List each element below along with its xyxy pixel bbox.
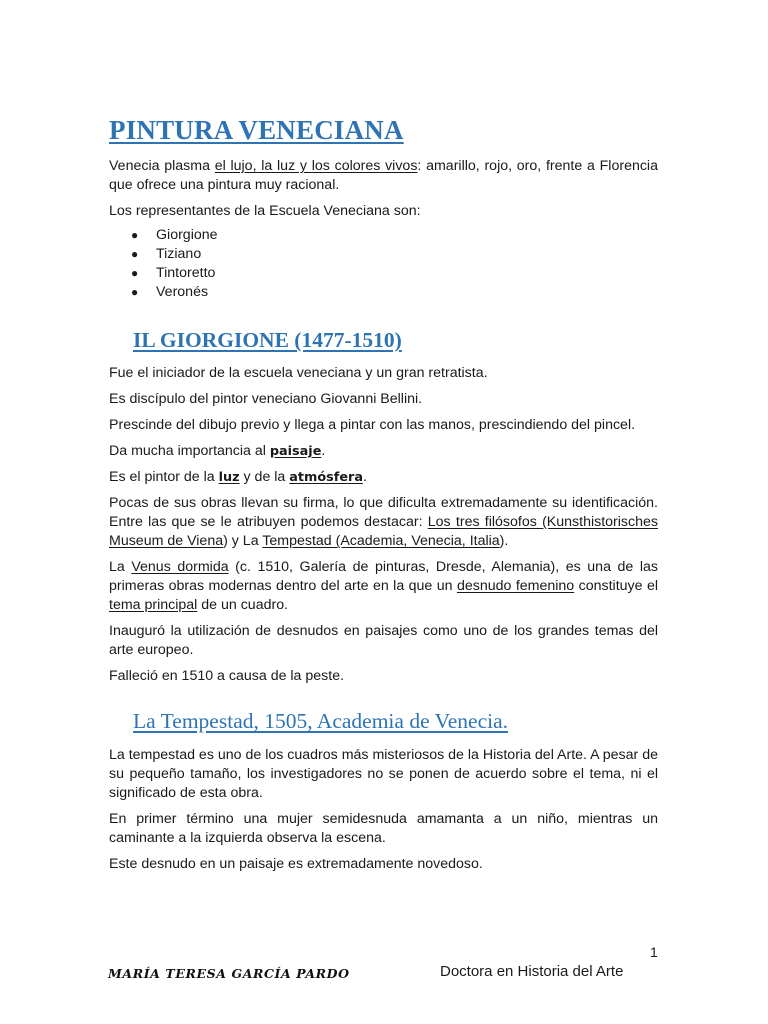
p5-text-mid: y de la: [239, 469, 290, 485]
giorgione-paragraph-4: [109, 442, 658, 461]
page-content: [109, 114, 658, 881]
section-heading-giorgione: IL GIORGIONE (1477-1510): [133, 328, 402, 352]
giorgione-paragraph-3: Prescinde del dibujo previo y llega a pintar con las manos, prescindiendo del pincel.: [109, 417, 636, 433]
painter-name: Tiziano: [156, 246, 202, 262]
giorgione-paragraph-8: Inauguró la utilización de desnudos en paisajes como uno de los grandes temas del arte europeo.: [109, 623, 658, 658]
giorgione-paragraph-5: [109, 468, 658, 487]
p6-text-end: ).: [499, 533, 509, 549]
p5-text-start: Es el pintor de la: [109, 469, 219, 485]
p7-text-end: de un cuadro.: [197, 597, 289, 613]
bullet-icon: ●: [131, 266, 139, 280]
bullet-icon: ●: [131, 228, 139, 242]
link-desnudo-femenino[interactable]: desnudo femenino: [456, 578, 575, 594]
footer-author: MARÍA TERESA GARCÍA PARDO: [108, 966, 350, 981]
list-item: [131, 226, 658, 245]
giorgione-paragraph-9: Falleció en 1510 a causa de la peste.: [109, 668, 345, 684]
bullet-icon: ●: [131, 247, 139, 261]
p7-text-mid2: constituye el: [574, 578, 658, 594]
page-number: 1: [650, 944, 658, 960]
keyword-paisaje: paisaje: [269, 444, 322, 459]
list-item: [131, 245, 658, 264]
tempestad-paragraph-1: La tempestad es uno de los cuadros más misteriosos de la Historia del Arte. A pesar de su pequeño tamaño, los investigadores no se ponen de acuerdo sobre el tema, ni el significado de esta obra.: [109, 747, 658, 801]
bullet-icon: ●: [131, 285, 139, 299]
p7-text-start: La: [109, 559, 132, 575]
giorgione-paragraph-6: [109, 494, 658, 551]
intro-text-end: : amarillo, rojo, oro, frente a Florencia que ofrece una pintura muy racional.: [109, 158, 658, 193]
painter-name: Veronés: [156, 284, 209, 300]
painter-name: Tintoretto: [156, 265, 216, 281]
keyword-atmosfera: atmósfera: [289, 470, 363, 485]
intro-underlined-phrase: el lujo, la luz y los colores vivos: [214, 158, 418, 174]
tempestad-paragraph-3: Este desnudo en un paisaje es extremadamente novedoso.: [109, 856, 483, 872]
link-tema-principal[interactable]: tema principal: [109, 597, 198, 613]
painters-list: [109, 226, 658, 302]
giorgione-paragraph-1: Fue el iniciador de la escuela veneciana y un gran retratista.: [109, 365, 488, 381]
footer-author-title: Doctora en Historia del Arte: [440, 963, 624, 980]
link-venus-dormida[interactable]: Venus dormida: [131, 559, 229, 575]
p4-text-end: .: [321, 443, 326, 459]
link-tempestad[interactable]: Tempestad (Academia, Venecia, Italia: [262, 533, 500, 549]
p7-text-mid1: (c. 1510, Galería de pinturas, Dresde, Alemania), es una de las primeras obras modernas dentro del arte en la que un: [109, 559, 658, 594]
p4-text-start: Da mucha importancia al: [109, 443, 270, 459]
intro-paragraph: [109, 157, 658, 195]
section-heading-tempestad: La Tempestad, 1505, Academia de Venecia.: [133, 709, 509, 733]
giorgione-paragraph-7: [109, 558, 658, 615]
p6-text-mid: ) y La: [223, 533, 263, 549]
painter-name: Giorgione: [156, 227, 218, 243]
document-title: PINTURA VENECIANA: [109, 115, 404, 145]
tempestad-paragraph-2: En primer término una mujer semidesnuda amamanta a un niño, mientras un caminante a la izquierda observa la escena.: [109, 811, 658, 846]
list-item: [131, 264, 658, 283]
keyword-luz: luz: [218, 470, 240, 485]
list-item: [131, 283, 658, 302]
link-los-tres-filosofos[interactable]: Los tres filósofos (Kunsthistorisches Museum de Viena: [109, 514, 658, 549]
giorgione-paragraph-2: Es discípulo del pintor veneciano Giovanni Bellini.: [109, 391, 423, 407]
representatives-intro: Los representantes de la Escuela Veneciana son:: [109, 203, 421, 219]
intro-text-start: Venecia plasma: [109, 158, 215, 174]
p5-text-end: .: [362, 469, 367, 485]
p6-text-start: Pocas de sus obras llevan su firma, lo que dificulta extremadamente su identificación. Entre las que se le atribuyen podemos destacar:: [109, 495, 658, 530]
